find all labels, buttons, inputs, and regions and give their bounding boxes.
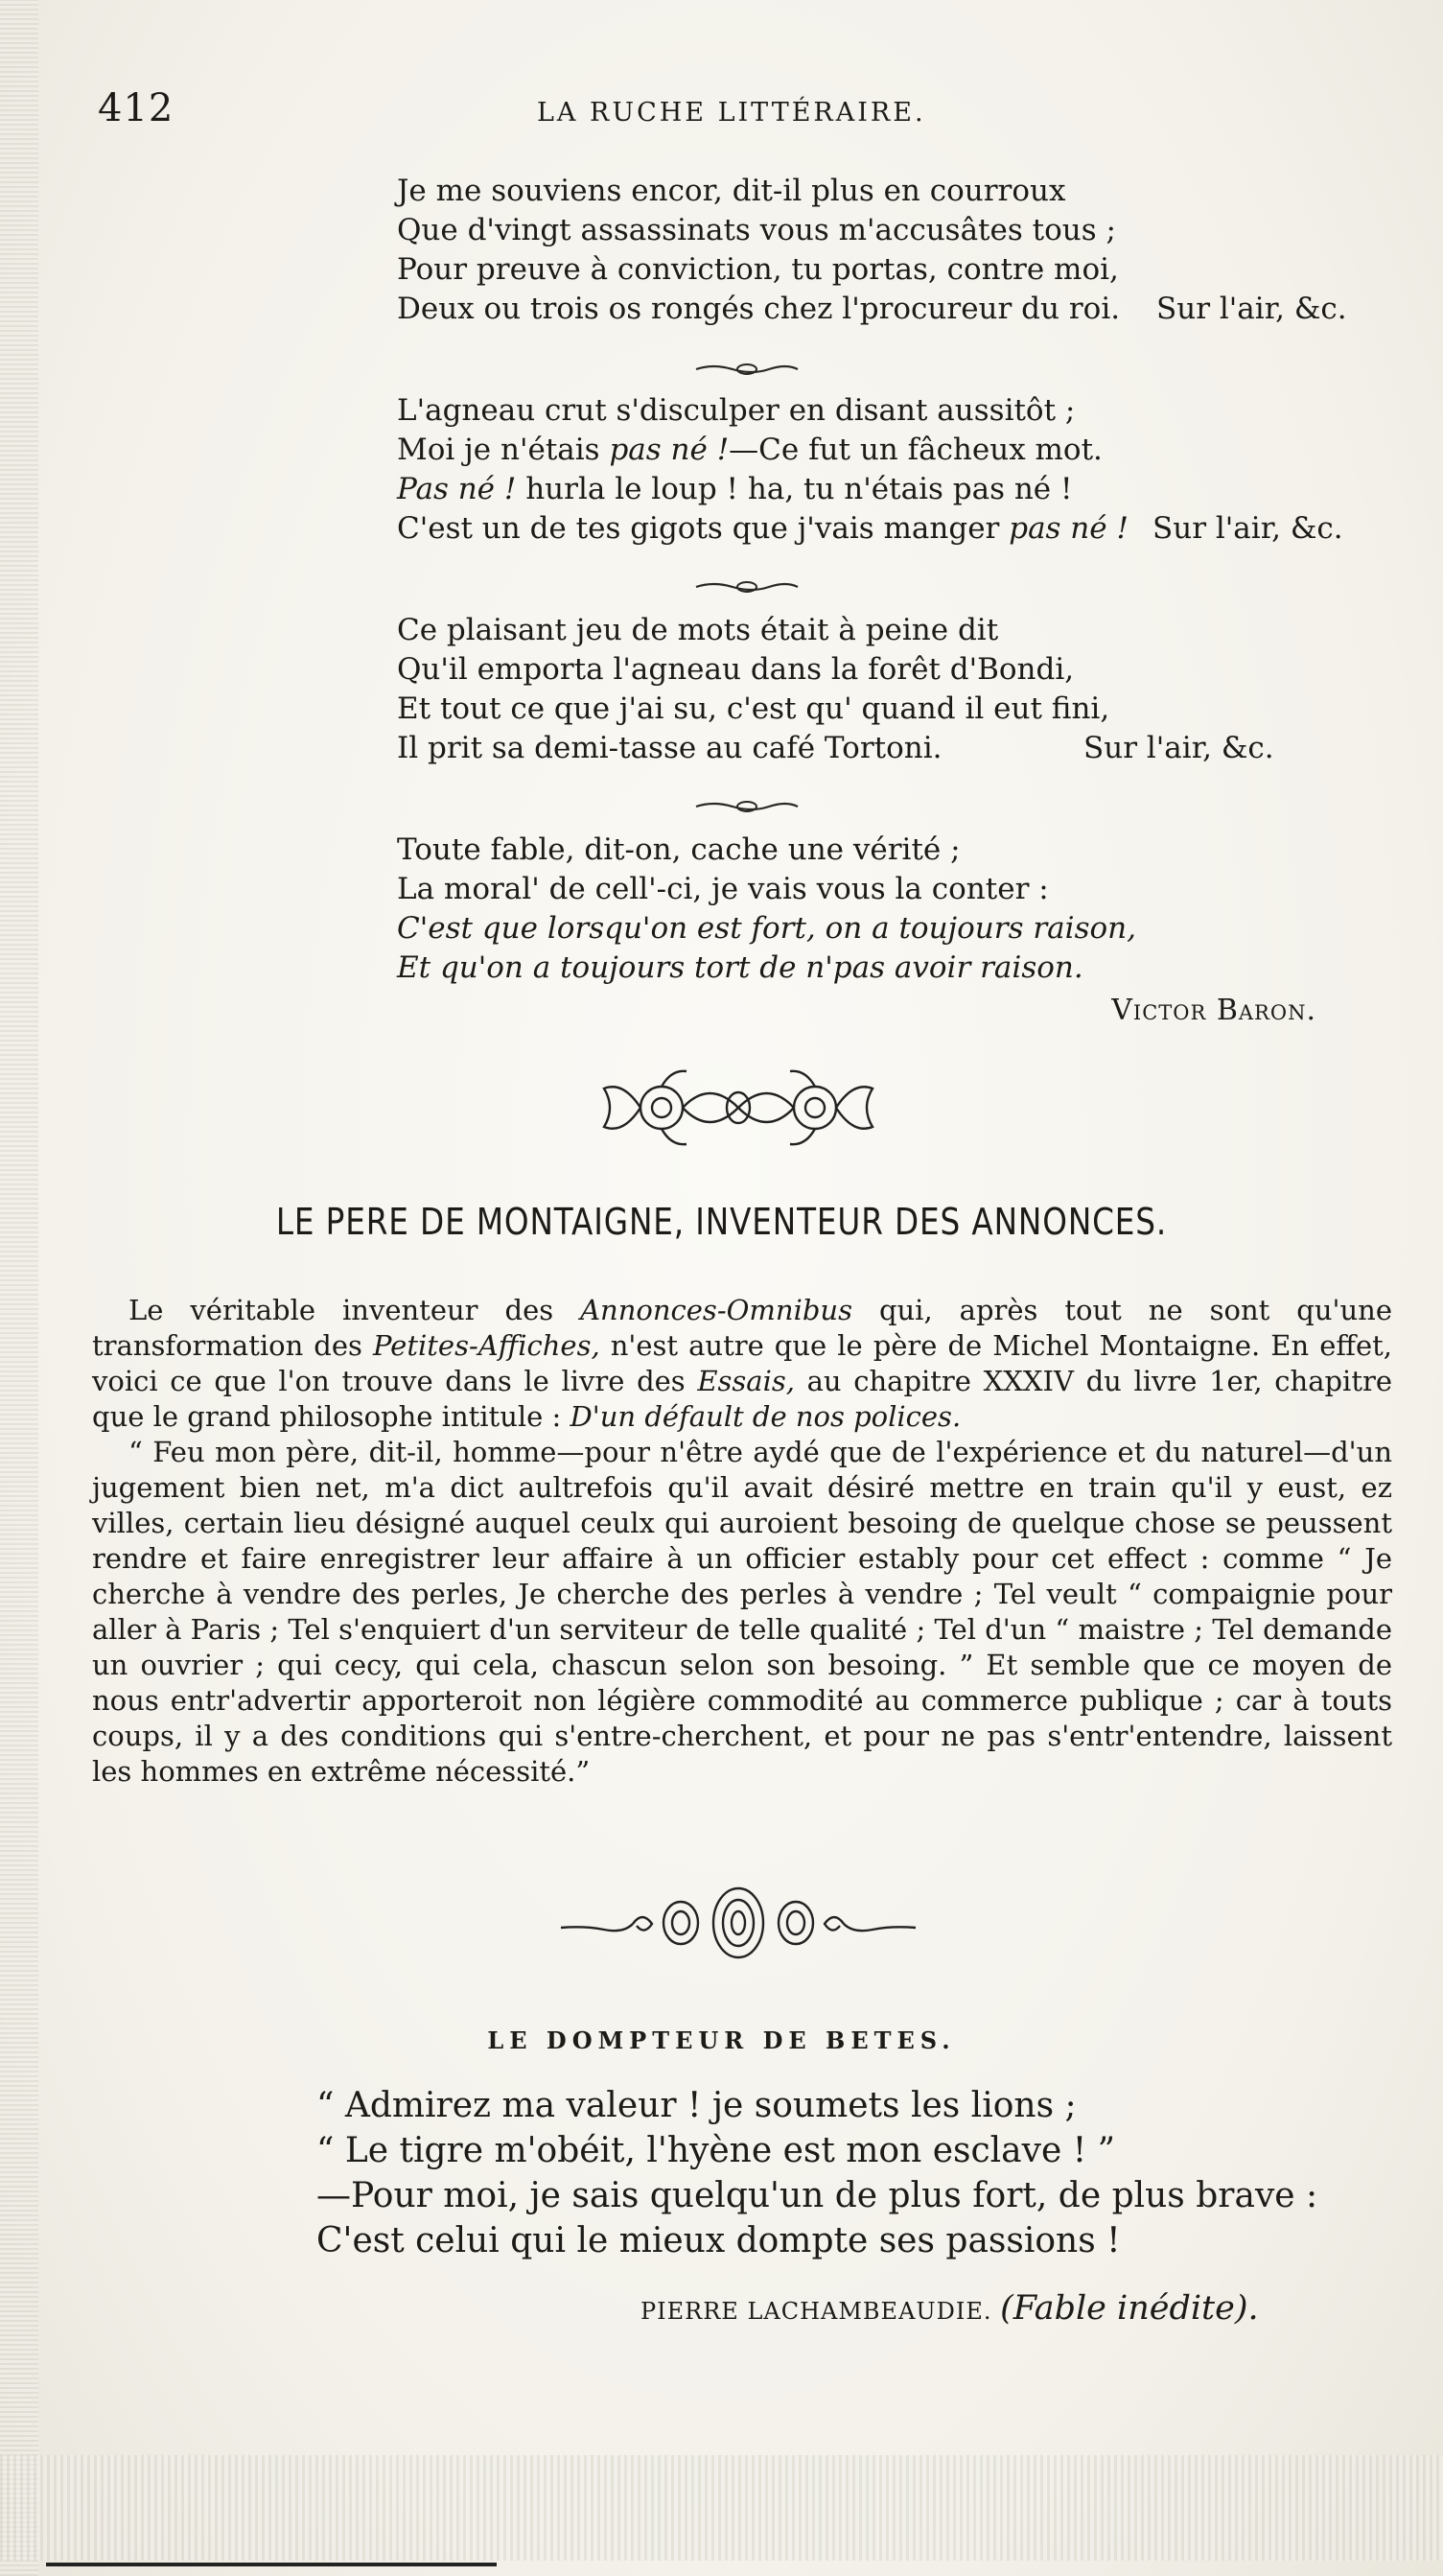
poem-line: Et qu'on a toujours tort de n'pas avoir raison. — [397, 950, 1083, 985]
poem-line: Il prit sa demi-tasse au café Tortoni. — [397, 731, 943, 765]
text-run-italic: Essais, — [697, 1365, 795, 1397]
poem-line: Qu'il emporta l'agneau dans la forêt d'Bondi, — [397, 652, 1075, 687]
poem-line: Je me souviens encor, dit-il plus en courroux — [397, 174, 1066, 208]
fable-note: (Fable inédite). — [1000, 2289, 1259, 2328]
scan-noise-left — [0, 0, 38, 2576]
small-ornament — [694, 360, 800, 379]
poem-stanza-4 — [397, 831, 1136, 988]
poem-author: Victor Baron. — [1111, 994, 1316, 1027]
poem-line: Ce plaisant jeu de mots était à peine dit — [397, 613, 999, 647]
line-emphasis: Pas né ! — [397, 472, 517, 506]
text-run: qui, après tout ne sont qu'une transformation des — [92, 1294, 1392, 1362]
fable-line: C'est celui qui le mieux dompte ses passions ! — [316, 2221, 1121, 2260]
running-title: LA RUCHE LITTÉRAIRE. — [537, 98, 926, 128]
scan-noise-bottom — [0, 2455, 1443, 2561]
small-ornament — [694, 797, 800, 816]
line-emphasis: pas né ! — [1009, 511, 1129, 546]
article-paragraph: “ Feu mon père, dit-il, homme—pour n'être aydé que de l'expérience et du naturel—d'un jugement bien net, m'a dict aultrefois qu'il avait désiré mettre en train qu'il y eust, ez villes, certain lieu désigné auquel ceulx qui auroient besoing de quelque chose se peussent rendre et faire enregistrer leur affaire à un officier estably pour cet effect : comme “ Je cherche à vendre des perles, Je cherche des perles à vendre ; Tel veult “ compaignie pour aller à Paris ; Tel s'enquiert d'un serviteur de telle qualité ; Tel d'un “ maistre ; Tel demande un ouvrier ; qui cecy, qui cela, chascun selon son besoing. ” Et semble que ce moyen de nous entr'advertir apporteroit non légière commodité au commerce publique ; car à touts coups, il y a des conditions qui s'entre-cherchent, et pour ne pas s'entr'entendre, laissent les hommes en extrême nécessité.” — [92, 1436, 1392, 1788]
small-ornament — [694, 577, 800, 597]
poem-stanza-3 — [397, 611, 1109, 768]
poem-line: Et tout ce que j'ai su, c'est qu' quand il eut fini, — [397, 691, 1110, 726]
fable-line: “ Le tigre m'obéit, l'hyène est mon esclave ! ” — [316, 2131, 1116, 2170]
poem-stanza-1 — [397, 172, 1120, 329]
swirl-ornament — [556, 1880, 920, 1966]
line-part: C'est un de tes gigots que j'vais manger — [397, 511, 1010, 546]
poem-line — [397, 470, 1129, 509]
text-run-italic: D'un défault de nos polices. — [570, 1400, 962, 1433]
poem-line: La moral' de cell'-ci, je vais vous la conter : — [397, 872, 1049, 906]
poem-line — [397, 509, 1129, 549]
poem-line: Pour preuve à conviction, tu portas, contre moi, — [397, 252, 1119, 287]
bottom-rule — [46, 2563, 497, 2566]
text-run: au chapitre XXXIV du livre 1er, chapitre que le grand philosophe intitule : — [92, 1365, 1392, 1433]
refrain: Sur l'air, &c. — [1083, 731, 1274, 765]
fable-author: PIERRE LACHAMBEAUDIE. — [640, 2298, 992, 2325]
floral-ornament — [594, 1060, 882, 1156]
text-run: Le véritable inventeur des — [128, 1294, 581, 1326]
fable-title: LE DOMPTEUR DE BETES. — [487, 2026, 956, 2054]
article-title: LE PERE DE MONTAIGNE, INVENTEUR DES ANNONCES. — [275, 1201, 1168, 1243]
refrain: Sur l'air, &c. — [1152, 511, 1343, 546]
fable-line: “ Admirez ma valeur ! je soumets les lions ; — [316, 2086, 1077, 2125]
fable-poem — [316, 2083, 1317, 2263]
fable-line: —Pour moi, je sais quelqu'un de plus fort, de plus brave : — [316, 2176, 1318, 2215]
poem-line: C'est que lorsqu'on est fort, on a toujours raison, — [397, 911, 1136, 946]
text-run-italic: Annonces-Omnibus — [580, 1294, 852, 1326]
line-part: —Ce fut un fâcheux mot. — [729, 433, 1103, 467]
article-body — [92, 1293, 1392, 1790]
fable-signature — [640, 2289, 1259, 2328]
line-emphasis: pas né ! — [609, 433, 730, 467]
poem-line — [397, 431, 1129, 470]
poem-line: Toute fable, dit-on, cache une vérité ; — [397, 832, 961, 867]
text-run-italic: Petites-Affiches, — [372, 1329, 600, 1362]
poem-line: Que d'vingt assassinats vous m'accusâtes tous ; — [397, 213, 1116, 247]
page-number: 412 — [98, 86, 175, 130]
page-header — [0, 86, 1443, 144]
poem-line: Deux ou trois os rongés chez l'procureur du roi. — [397, 292, 1121, 326]
refrain: Sur l'air, &c. — [1156, 292, 1347, 326]
poem-stanza-2 — [397, 391, 1129, 549]
text-run: n'est autre que le père de Michel Montaigne. En effet, voici ce que l'on trouve dans le livre des — [92, 1329, 1392, 1397]
poem-line: L'agneau crut s'disculper en disant aussitôt ; — [397, 393, 1076, 428]
article-paragraph — [92, 1293, 1392, 1435]
line-part: Moi je n'étais — [397, 433, 610, 467]
line-part: hurla le loup ! ha, tu n'étais pas né ! — [516, 472, 1073, 506]
